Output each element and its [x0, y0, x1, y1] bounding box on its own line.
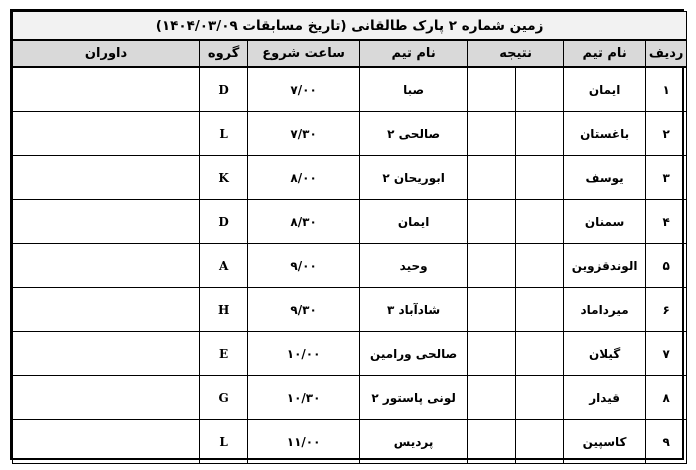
referees-cell [13, 420, 200, 464]
result-cell-away [468, 156, 516, 200]
header-result: نتیجه [468, 40, 564, 67]
start-time-cell: ۱۱/۰۰ [248, 420, 360, 464]
header-group: گروه [200, 40, 248, 67]
result-cell-away [468, 67, 516, 112]
start-time-cell: ۷/۳۰ [248, 112, 360, 156]
start-time-cell: ۹/۳۰ [248, 288, 360, 332]
row-number-cell: ۳ [646, 156, 687, 200]
group-cell: L [200, 112, 248, 156]
table-row [13, 156, 687, 200]
team-name-2-cell: ایمان [360, 200, 468, 244]
header-row [13, 40, 687, 67]
result-cell-home [516, 332, 564, 376]
referees-cell [13, 112, 200, 156]
result-cell-home [516, 288, 564, 332]
group-cell: D [200, 67, 248, 112]
table-row [13, 244, 687, 288]
start-time-cell: ۱۰/۳۰ [248, 376, 360, 420]
team-name-1-cell: قیدار [564, 376, 646, 420]
result-cell-away [468, 420, 516, 464]
result-cell-home [516, 244, 564, 288]
header-team-name-1: نام تیم [564, 40, 646, 67]
table-row [13, 288, 687, 332]
group-cell: G [200, 376, 248, 420]
team-name-1-cell: یوسف [564, 156, 646, 200]
table-row [13, 112, 687, 156]
start-time-cell: ۸/۳۰ [248, 200, 360, 244]
result-cell-home [516, 376, 564, 420]
row-number-cell: ۴ [646, 200, 687, 244]
start-time-cell: ۸/۰۰ [248, 156, 360, 200]
team-name-2-cell: وحید [360, 244, 468, 288]
group-cell: E [200, 332, 248, 376]
team-name-2-cell: صالحی ۲ [360, 112, 468, 156]
result-cell-home [516, 200, 564, 244]
row-number-cell: ۲ [646, 112, 687, 156]
referees-cell [13, 332, 200, 376]
referees-cell [13, 156, 200, 200]
result-cell-home [516, 420, 564, 464]
table-row [13, 376, 687, 420]
row-number-cell: ۹ [646, 420, 687, 464]
team-name-2-cell: پردیس [360, 420, 468, 464]
result-cell-home [516, 112, 564, 156]
group-cell: L [200, 420, 248, 464]
table-row [13, 67, 687, 112]
result-cell-home [516, 67, 564, 112]
team-name-2-cell: صالحی ورامین [360, 332, 468, 376]
team-name-1-cell: گیلان [564, 332, 646, 376]
row-number-cell: ۸ [646, 376, 687, 420]
header-referees: داوران [13, 40, 200, 67]
start-time-cell: ۷/۰۰ [248, 67, 360, 112]
referees-cell [13, 200, 200, 244]
team-name-1-cell: ایمان [564, 67, 646, 112]
header-row-number: ردیف [646, 40, 687, 67]
referees-cell [13, 288, 200, 332]
group-cell: D [200, 200, 248, 244]
start-time-cell: ۹/۰۰ [248, 244, 360, 288]
row-number-cell: ۷ [646, 332, 687, 376]
result-cell-away [468, 112, 516, 156]
team-name-1-cell: سمنان [564, 200, 646, 244]
result-cell-home [516, 156, 564, 200]
match-schedule-table [12, 11, 687, 464]
row-number-cell: ۱ [646, 67, 687, 112]
team-name-1-cell: کاسپین [564, 420, 646, 464]
referees-cell [13, 67, 200, 112]
page-title: زمین شماره ۲ پارک طالقانی (تاریخ مسابقات ۱۴۰۴/۰۳/۰۹) [13, 12, 687, 41]
result-cell-away [468, 200, 516, 244]
header-team-name-2: نام تیم [360, 40, 468, 67]
team-name-1-cell: باغستان [564, 112, 646, 156]
header-start-time: ساعت شروع [248, 40, 360, 67]
referees-cell [13, 376, 200, 420]
team-name-2-cell: ابوریحان ۲ [360, 156, 468, 200]
team-name-1-cell: الوندقزوین [564, 244, 646, 288]
row-number-cell: ۶ [646, 288, 687, 332]
start-time-cell: ۱۰/۰۰ [248, 332, 360, 376]
schedule-sheet [10, 9, 684, 460]
table-row [13, 200, 687, 244]
table-row [13, 420, 687, 464]
result-cell-away [468, 244, 516, 288]
table-row [13, 332, 687, 376]
team-name-2-cell: صبا [360, 67, 468, 112]
group-cell: K [200, 156, 248, 200]
result-cell-away [468, 332, 516, 376]
team-name-2-cell: لونی پاستور ۲ [360, 376, 468, 420]
group-cell: H [200, 288, 248, 332]
team-name-1-cell: میرداماد [564, 288, 646, 332]
referees-cell [13, 244, 200, 288]
result-cell-away [468, 376, 516, 420]
result-cell-away [468, 288, 516, 332]
title-row [13, 12, 687, 41]
group-cell: A [200, 244, 248, 288]
row-number-cell: ۵ [646, 244, 687, 288]
team-name-2-cell: شادآباد ۳ [360, 288, 468, 332]
